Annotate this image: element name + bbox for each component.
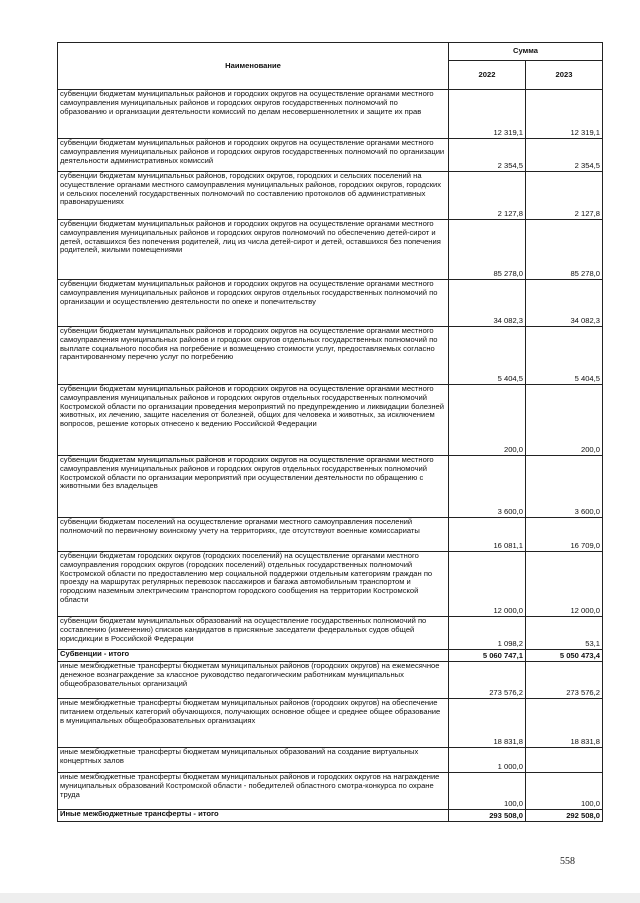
value-2022-cell: 5 404,5: [449, 327, 526, 385]
row-name-cell: субвенции бюджетам муниципальных районов и городских округов на осуществление органами местного самоуправления муниципальных районов и городских округов отдельных государственных полномочий по организации и осуществлению деятельности по опеке и попечительству: [58, 280, 449, 327]
value-2023-cell: 273 576,2: [526, 662, 603, 699]
row-name-cell: субвенции бюджетам муниципальных районов и городских округов на осуществление органами местного самоуправления муниципальных районов и городских округов государственных полномочий по организации деятельности административных комиссий: [58, 139, 449, 172]
table-body: [58, 90, 603, 822]
value-2022-cell: 5 060 747,1: [449, 650, 526, 662]
value-2022-cell: 100,0: [449, 773, 526, 810]
table-row: [58, 518, 603, 552]
table-row: [58, 662, 603, 699]
row-name-cell: субвенции бюджетам муниципальных районов, городских округов, городских и сельских поселений на осуществление органами местного самоуправления муниципальных районов, городских округов, городских и сельских поселений государственных полномочий по составлению протоколов об административных правонарушениях: [58, 172, 449, 220]
value-2023-cell: 34 082,3: [526, 280, 603, 327]
value-2022-cell: 18 831,8: [449, 699, 526, 748]
value-2023-cell: 2 354,5: [526, 139, 603, 172]
total-row: [58, 810, 603, 822]
value-2022-cell: 12 319,1: [449, 90, 526, 139]
name-column-header: Наименование: [58, 43, 449, 90]
row-name-cell: субвенции бюджетам муниципальных районов и городских округов на осуществление органами местного самоуправления муниципальных районов и городских округов отдельных государственных полномочий Костромской области по организации мероприятий при осуществлении деятельности по обращению с животными без владельцев: [58, 456, 449, 518]
value-2023-cell: 5 050 473,4: [526, 650, 603, 662]
row-name-cell: иные межбюджетные трансферты бюджетам муниципальных районов (городских округов) на обеспечение питанием отдельных категорий обучающихся, получающих основное общее и среднее общее образование в муниципальных общеобразовательных организациях: [58, 699, 449, 748]
value-2022-cell: 2 354,5: [449, 139, 526, 172]
value-2023-cell: 53,1: [526, 617, 603, 650]
page-number: 558: [560, 856, 575, 867]
row-name-cell: иные межбюджетные трансферты бюджетам муниципальных районов (городских округов) на ежемесячное денежное вознаграждение за классное руководство педагогическим работникам муниципальных общеобразовательных организаций: [58, 662, 449, 699]
row-name-cell: субвенции бюджетам муниципальных образований на осуществление государственных полномочий по составлению (изменению) списков кандидатов в присяжные заседатели федеральных судов общей юрисдикции в Российской Федерации: [58, 617, 449, 650]
value-2022-cell: 200,0: [449, 385, 526, 456]
value-2022-cell: 85 278,0: [449, 220, 526, 280]
table-row: [58, 456, 603, 518]
table-row: [58, 280, 603, 327]
value-2023-cell: 85 278,0: [526, 220, 603, 280]
value-2023-cell: 2 127,8: [526, 172, 603, 220]
row-name-cell: субвенции бюджетам муниципальных районов и городских округов на осуществление органами местного самоуправления муниципальных районов и городских округов отдельных государственных полномочий Костромской области по организации проведения мероприятий по предупреждению и ликвидации болезней животных, их лечению, защите населения от болезней, общих для человека и животных, за исключением вопросов, решение которых отнесено к ведению Российской Федерации: [58, 385, 449, 456]
table-row: [58, 90, 603, 139]
value-2022-cell: 1 000,0: [449, 748, 526, 773]
budget-table: [57, 42, 603, 822]
sum-column-header: Сумма: [449, 43, 603, 61]
value-2023-cell: 5 404,5: [526, 327, 603, 385]
table-row: [58, 552, 603, 617]
value-2023-cell: 292 508,0: [526, 810, 603, 822]
value-2022-cell: 293 508,0: [449, 810, 526, 822]
value-2022-cell: 12 000,0: [449, 552, 526, 617]
value-2023-cell: 12 319,1: [526, 90, 603, 139]
header-row-top: [58, 43, 603, 61]
value-2023-cell: 18 831,8: [526, 699, 603, 748]
value-2023-cell: 100,0: [526, 773, 603, 810]
row-name-cell: субвенции бюджетам муниципальных районов и городских округов на осуществление органами местного самоуправления муниципальных районов и городских округов отдельных государственных полномочий по выплате социального пособия на погребение и возмещению стоимости услуг, предоставляемых согласно гарантированному перечню услуг по погребению: [58, 327, 449, 385]
table-row: [58, 773, 603, 810]
table-row: [58, 220, 603, 280]
table-row: [58, 327, 603, 385]
row-name-cell: субвенции бюджетам поселений на осуществление органами местного самоуправления поселений полномочий по первичному воинскому учету на территориях, где отсутствуют военные комиссариаты: [58, 518, 449, 552]
value-2022-cell: 34 082,3: [449, 280, 526, 327]
value-2023-cell: [526, 748, 603, 773]
row-name-cell: иные межбюджетные трансферты бюджетам муниципальных районов и городских округов на награждение муниципальных образований Костромской области - победителей областного смотра-конкурса по охране труда: [58, 773, 449, 810]
value-2022-cell: 16 081,1: [449, 518, 526, 552]
row-name-cell: субвенции бюджетам муниципальных районов и городских округов на осуществление органами местного самоуправления муниципальных районов и городских округов государственных полномочий по образованию и организации деятельности комиссий по делам несовершеннолетних и защите их прав: [58, 90, 449, 139]
row-name-cell: Субвенции - итого: [58, 650, 449, 662]
value-2023-cell: 12 000,0: [526, 552, 603, 617]
value-2023-cell: 3 600,0: [526, 456, 603, 518]
value-2022-cell: 273 576,2: [449, 662, 526, 699]
value-2023-cell: 200,0: [526, 385, 603, 456]
row-name-cell: субвенции бюджетам муниципальных районов и городских округов на осуществление органами местного самоуправления муниципальных районов и городских округов полномочий по обеспечению детей-сирот и детей, оставшихся без попечения родителей, лиц из числа детей-сирот и детей, оставшихся без попечения родителей, жилыми помещениями: [58, 220, 449, 280]
scan-edge: [0, 893, 640, 903]
year-2023-header: 2023: [526, 61, 603, 90]
table-row: [58, 139, 603, 172]
row-name-cell: Иные межбюджетные трансферты - итого: [58, 810, 449, 822]
row-name-cell: субвенции бюджетам городских округов (городских поселений) на осуществление органами местного самоуправления городских округов (городских поселений) отдельных государственных полномочий Костромской области по предоставлению мер социальной поддержки отдельным категориям граждан по проезду на маршрутах регулярных перевозок пассажиров и багажа автомобильным транспортом и городским наземным электрическим транспортом городского сообщения на территории Костромской области: [58, 552, 449, 617]
value-2023-cell: 16 709,0: [526, 518, 603, 552]
value-2022-cell: 1 098,2: [449, 617, 526, 650]
table-row: [58, 172, 603, 220]
table-row: [58, 617, 603, 650]
total-row: [58, 650, 603, 662]
table-row: [58, 385, 603, 456]
value-2022-cell: 2 127,8: [449, 172, 526, 220]
table-row: [58, 748, 603, 773]
value-2022-cell: 3 600,0: [449, 456, 526, 518]
row-name-cell: иные межбюджетные трансферты бюджетам муниципальных образований на создание виртуальных концертных залов: [58, 748, 449, 773]
year-2022-header: 2022: [449, 61, 526, 90]
table-row: [58, 699, 603, 748]
